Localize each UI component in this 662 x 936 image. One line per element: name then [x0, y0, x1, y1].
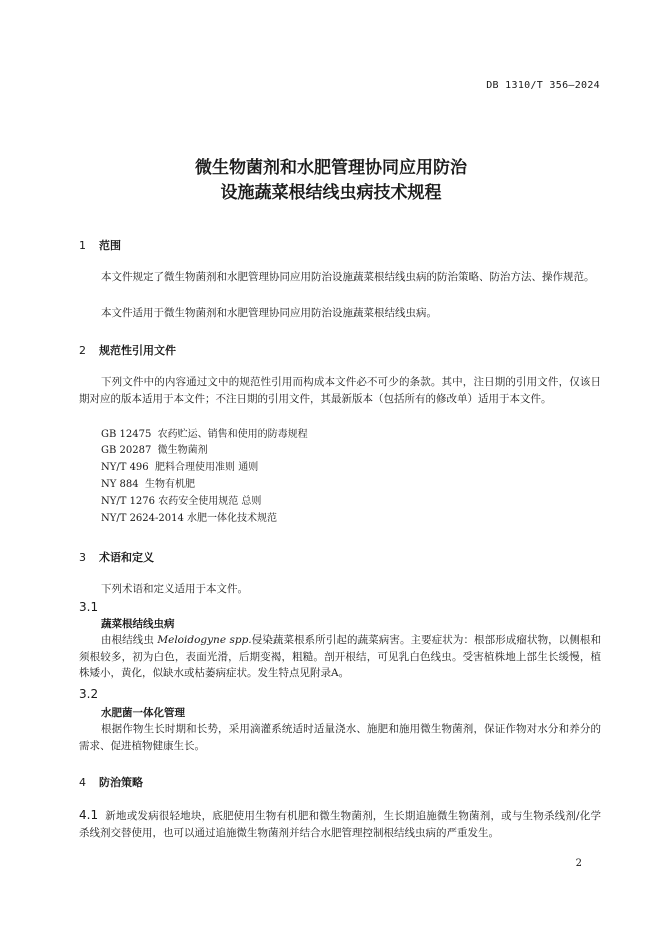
section-number: 1 [79, 239, 86, 252]
term-3-1-title: 蔬菜根结线虫病 [101, 618, 175, 630]
document-code: DB 1310/T 356—2024 [486, 80, 600, 91]
term-3-1-number: 3.1 [79, 600, 99, 614]
section-3-heading [79, 549, 154, 565]
section-title: 术语和定义 [99, 551, 154, 564]
term-3-2-title: 水肥菌一体化管理 [101, 707, 185, 719]
reference-item: NY/T 2624-2014 水肥一体化技术规范 [101, 513, 278, 524]
reference-item: GB 12475 农药贮运、销售和使用的防毒规程 [101, 429, 308, 440]
section-1-heading [79, 237, 121, 253]
section-4-1-paragraph [79, 807, 601, 841]
section-3-paragraph-1: 下列术语和定义适用于本文件。 [101, 583, 248, 595]
species-name: Meloidogyne spp. [157, 634, 252, 646]
reference-item: NY 884 生物有机肥 [101, 479, 195, 490]
section-title: 防治策略 [99, 776, 143, 789]
title-line-1: 微生物菌剂和水肥管理协同应用防治 [195, 158, 467, 178]
section-2-heading [79, 342, 176, 358]
section-number: 3 [79, 551, 86, 564]
term-3-2-definition: 根据作物生长时期和长势，采用滴灌系统适时适量浇水、施肥和施用微生物菌剂，保证作物对水分和养分的需求、促进植物健康生长。 [79, 723, 601, 752]
section-1-paragraph-1: 本文件规定了微生物菌剂和水肥管理协同应用防治设施蔬菜根结线虫病的防治策略、防治方法、操作规范。 [101, 271, 595, 283]
section-number: 4 [79, 776, 86, 789]
title-line-2: 设施蔬菜根结线虫病技术规程 [220, 183, 442, 203]
section-title: 范围 [99, 239, 121, 252]
section-4-heading [79, 774, 143, 790]
section-number: 2 [79, 344, 86, 357]
term-3-1-definition [79, 632, 601, 682]
definition-text-post: 侵染蔬菜根系所引起的蔬菜病害。主要症状为：根部形成瘤状物，以侧根和须根较多，初为白色，表面光滑，后期变褐，粗糙。剖开根结，可见乳白色线虫。受害植株地上部生长缓慢，植株矮小，黄化，似缺水或枯萎病症状。发生特点见附录A。 [79, 634, 602, 679]
subsection-number: 4.1 [79, 808, 99, 822]
reference-item: NY/T 496 肥料合理使用准则 通则 [101, 462, 259, 473]
section-1-paragraph-2: 本文件适用于微生物菌剂和水肥管理协同应用防治设施蔬菜根结线虫病。 [101, 307, 437, 319]
reference-item: NY/T 1276 农药安全使用规范 总则 [101, 496, 262, 507]
section-2-paragraph-1: 下列文件中的内容通过文中的规范性引用而构成本文件必不可少的条款。其中，注日期的引用文件，仅该日期对应的版本适用于本文件；不注日期的引用文件，其最新版本（包括所有的修改单）适用于本文件。 [79, 376, 601, 405]
term-3-2-number: 3.2 [79, 687, 99, 701]
definition-text-pre: 由根结线虫 [101, 634, 158, 646]
subsection-text: 新地或发病很轻地块，底肥使用生物有机肥和微生物菌剂，生长期追施微生物菌剂，或与生物杀线剂/化学杀线剂交替使用，也可以通过追施微生物菌剂并结合水肥管理控制根结线虫病的严重发生。 [79, 810, 601, 839]
page-number: 2 [575, 858, 582, 869]
section-title: 规范性引用文件 [99, 344, 176, 357]
reference-item: GB 20287 微生物菌剂 [101, 445, 208, 456]
